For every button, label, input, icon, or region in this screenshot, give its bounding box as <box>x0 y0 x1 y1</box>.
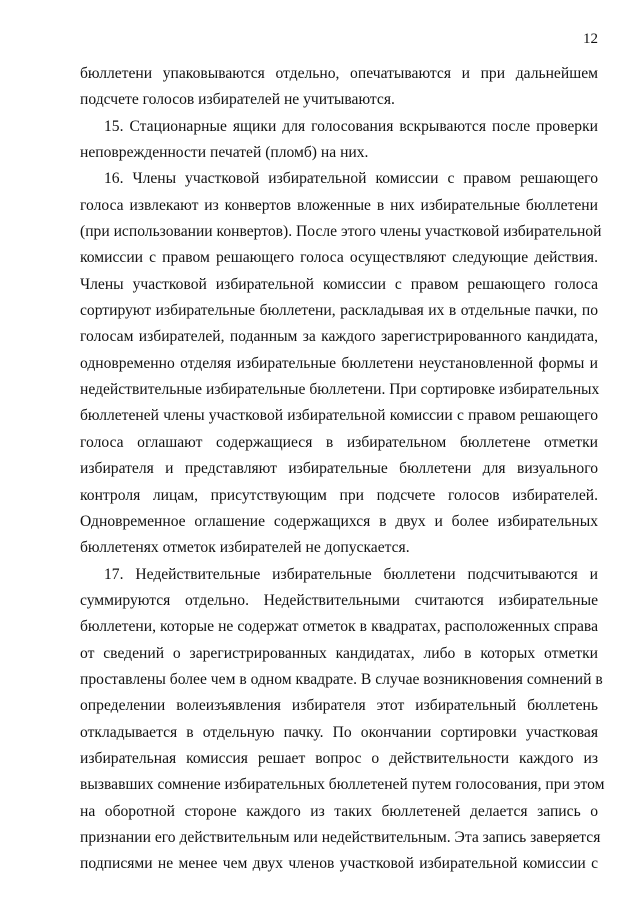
text-line: 16. Члены участковой избирательной комиссии с правом решающего <box>104 170 598 188</box>
paragraph <box>80 114 598 167</box>
text-line: одновременно отделяя избирательные бюллетени неустановленной формы и <box>80 354 598 372</box>
text-line: бюллетенях отметок избирателей не допускается. <box>80 539 410 557</box>
text-line: избирательная комиссия решает вопрос о действительности каждого из <box>80 749 598 767</box>
text-line: голоса извлекают из конвертов вложенные в них избирательные бюллетени <box>80 196 598 214</box>
text-line: голосам избирателей, поданным за каждого зарегистрированного кандидата, <box>80 328 598 346</box>
text-line: избирателя и представляют избирательные бюллетени для визуального <box>80 460 598 478</box>
text-line: бюллетени, которые не содержат отметок в квадратах, расположенных справа <box>80 618 598 636</box>
text-line: контроля лицам, присутствующим при подсчете голосов избирателей. <box>80 486 598 504</box>
text-line: 17. Недействительные избирательные бюллетени подсчитываются и <box>104 565 598 583</box>
text-line: признании его действительным или недействительным. Эта запись заверяется <box>80 828 601 846</box>
text-line: 15. Стационарные ящики для голосования вскрываются после проверки <box>104 117 598 135</box>
document-body <box>80 61 605 878</box>
text-line: Члены участковой избирательной комиссии с правом решающего голоса <box>80 275 598 293</box>
text-line: проставлены более чем в одном квадрате. В случае возникновения сомнений в <box>80 670 603 688</box>
text-line: бюллетени упаковываются отдельно, опечатываются и при дальнейшем <box>80 65 598 82</box>
text-line: комиссии с правом решающего голоса осуществляют следующие действия. <box>80 249 598 267</box>
text-line: сортируют избирательные бюллетени, раскладывая их в отдельные пачки, по <box>80 302 598 320</box>
page-number: 12 <box>583 31 598 47</box>
text-line: вызвавших сомнение избирательных бюллетеней путем голосования, при этом <box>80 776 605 794</box>
text-line: подписями не менее чем двух членов участковой избирательной комиссии с <box>80 855 598 873</box>
text-line: недействительные избирательные бюллетени. При сортировке избирательных <box>80 381 600 399</box>
text-line: на оборотной стороне каждого из таких бюллетеней делается запись о <box>80 802 598 820</box>
text-line: (при использовании конвертов). После этого члены участковой избирательной <box>80 223 602 241</box>
text-line: откладывается в отдельную пачку. По окончании сортировки участковая <box>80 723 598 741</box>
text-line: бюллетеней члены участковой избирательной комиссии с правом решающего <box>80 407 598 425</box>
paragraph <box>80 166 602 561</box>
text-line: голоса оглашают содержащиеся в избирательном бюллетене отметки <box>80 433 598 451</box>
paragraph <box>80 61 598 114</box>
text-line: определении волеизъявления избирателя этот избирательный бюллетень <box>80 697 598 715</box>
text-line: подсчете голосов избирателей не учитываются. <box>80 91 395 109</box>
text-line: неповрежденности печатей (пломб) на них. <box>80 144 369 162</box>
text-line: суммируются отдельно. Недействительными считаются избирательные <box>80 591 598 609</box>
text-line: Одновременное оглашение содержащихся в двух и более избирательных <box>80 512 598 530</box>
paragraph <box>80 562 605 878</box>
text-line: от сведений о зарегистрированных кандидатах, либо в которых отметки <box>80 644 598 662</box>
